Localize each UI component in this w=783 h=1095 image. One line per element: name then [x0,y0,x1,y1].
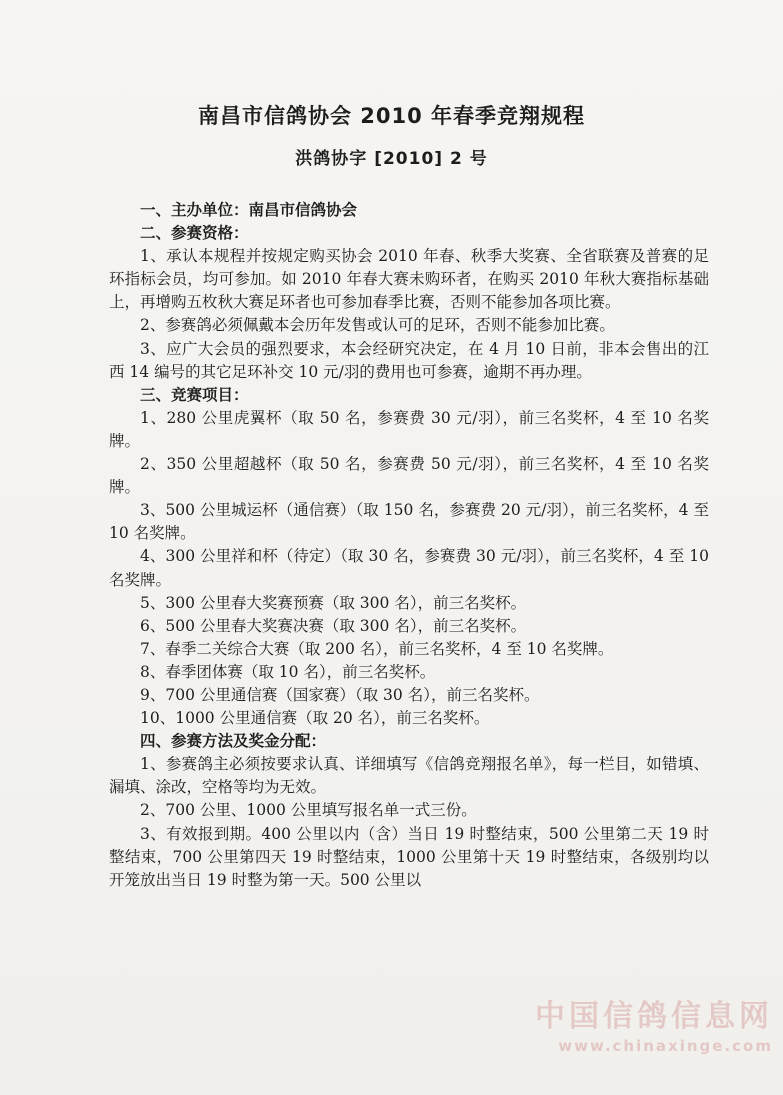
watermark-url: www.chinaxinge.com [558,1037,773,1055]
paragraph: 1、280 公里虎翼杯（取 50 名，参赛费 30 元/羽），前三名奖杯，4 至 10 名奖牌。 [109,408,709,450]
section-heading: 一、主办单位：南昌市信鸽协会 [140,201,358,219]
document-title: 南昌市信鸽协会 2010 年春季竞翔规程 [197,104,586,128]
paragraph: 2、350 公里超越杯（取 50 名，参赛费 50 元/羽），前三名奖杯，4 至 10 名奖牌。 [109,455,709,497]
paragraph: 10、1000 公里通信赛（取 20 名），前三名奖杯。 [140,709,490,728]
paragraph: 2、700 公里、1000 公里填写报名单一式三份。 [140,801,477,820]
paragraph: 4、300 公里祥和杯（待定）（取 30 名，参赛费 30 元/羽），前三名奖杯，4 至 10 名奖牌。 [109,547,709,589]
paragraph: 6、500 公里春大奖赛决赛（取 300 名），前三名奖杯。 [140,616,527,635]
watermark-text: 中国信鸽信息网 [535,999,773,1034]
paragraph: 1、参赛鸽主必须按要求认真、详细填写《信鸽竞翔报名单》，每一栏目，如错填、漏填、涂改，空格等均为无效。 [109,755,709,797]
paragraph: 5、300 公里春大奖赛预赛（取 300 名），前三名奖杯。 [140,593,527,612]
paragraph: 1、承认本规程并按规定购买协会 2010 年春、秋季大奖赛、全省联赛及普赛的足环指标会员，均可参加。如 2010 年春大赛未购环者，在购买 2010 年秋大赛指标基础上，再增购五枚秋大赛足环者也可参加春季比赛，否则不能参加各项比赛。 [109,247,709,312]
section-heading: 三、竞赛项目： [140,385,249,404]
paragraph: 3、500 公里城运杯（通信赛）（取 150 名，参赛费 20 元/羽），前三名奖杯，4 至 10 名奖牌。 [109,501,709,543]
watermark [535,991,773,1055]
paragraph: 2、参赛鸽必须佩戴本会历年发售或认可的足环，否则不能参加比赛。 [140,316,615,335]
paragraph: 8、春季团体赛（取 10 名），前三名奖杯。 [140,662,436,681]
paragraph: 7、春季二关综合大赛（取 200 名），前三名奖杯，4 至 10 名奖牌。 [140,639,614,658]
paragraph: 3、有效报到期。400 公里以内（含）当日 19 时整结束，500 公里第二天 19 时整结束，700 公里第四天 19 时整结束，1000 公里第十天 19 时整结束，各级别均以开笼放出当日 19 时整为第一天。500 公里以 [109,824,709,889]
section-heading: 四、参赛方法及奖金分配： [140,732,327,751]
document-body [109,199,709,892]
paragraph: 3、应广大会员的强烈要求，本会经研究决定，在 4 月 10 日前，非本会售出的江西 14 编号的其它足环补交 10 元/羽的费用也可参赛，逾期不再办理。 [109,339,709,381]
section-heading: 二、参赛资格： [140,224,249,243]
paragraph: 9、700 公里通信赛（国家赛）（取 30 名），前三名奖杯。 [140,685,540,704]
document-number: 洪鸽协字 [2010] 2 号 [295,149,488,169]
